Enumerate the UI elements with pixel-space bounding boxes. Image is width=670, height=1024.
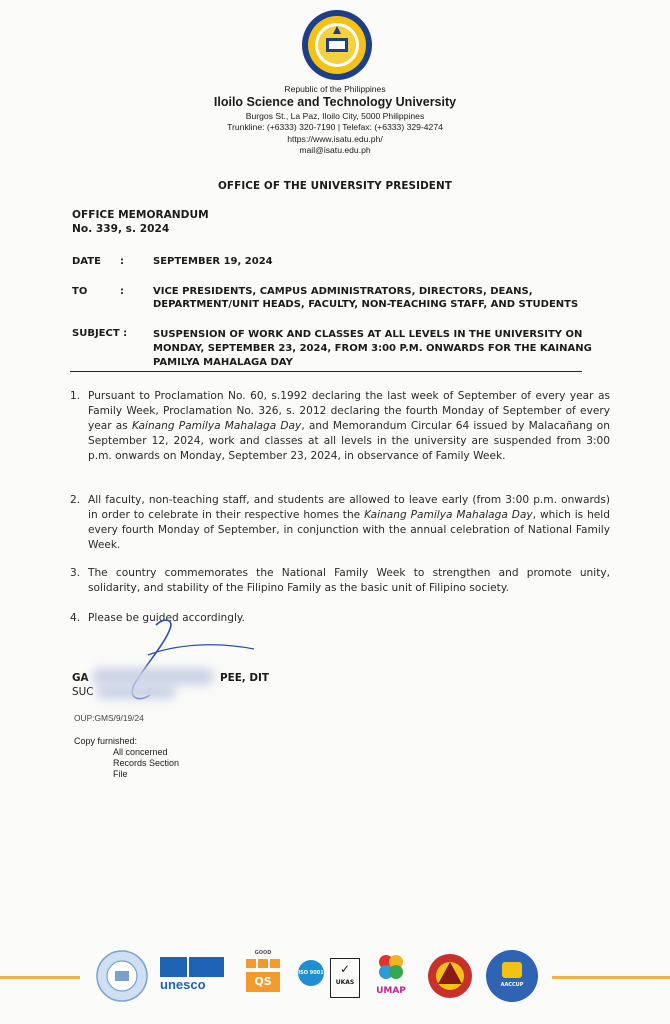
date-label: DATE <box>72 256 101 267</box>
unesco-logo: unesco <box>160 957 224 1003</box>
university-seal-footer-logo <box>96 950 148 1002</box>
contact-line: Trunkline: (+6333) 320-7190 | Telefax: (+6333) 329-4274 <box>227 122 443 132</box>
event-name-italic: Kainang Pamilya Mahalaga Day <box>131 420 302 432</box>
paragraph-2: 2. All faculty, non-teaching staff, and students are allowed to leave early (from 3:00 p.m. onwards) in order to celebrate in their respective homes the Kainang Pamilya Mahalaga Day, which is held every fourth Monday of September, in conjunction with the annual celebration of National Family Week. <box>70 494 610 551</box>
university-seal-logo <box>300 8 374 82</box>
paragraph-1: 1. Pursuant to Proclamation No. 60, s.1992 declaring the last week of September of every year as Family Week, Proclamation No. 326, s. 2012 declaring the fourth Monday of September of every year as Kainang Pamilya Mahalaga Day, and Memorandum Circular 64 issued by Malacañang on September 12, 2024, work and classes at all levels in the university are suspended from 3:00 p.m. onwards on Monday, September 23, 2024, in observance of Family Week. <box>70 390 610 462</box>
to-line-2: DEPARTMENT/UNIT HEADS, FACULTY, NON-TEACHING STAFF, AND STUDENTS <box>153 299 579 310</box>
date-value: SEPTEMBER 19, 2024 <box>153 256 273 267</box>
to-line-1: VICE PRESIDENTS, CAMPUS ADMINISTRATORS, DIRECTORS, DEANS, <box>153 286 533 297</box>
paragraph-4: 4. Please be guided accordingly. <box>70 612 246 624</box>
aacccup-logo: AACCUP <box>486 950 538 1002</box>
copy-item: All concerned <box>113 747 168 757</box>
ukas-logo: ✓ UKAS <box>330 958 360 998</box>
republic-line: Republic of the Philippines <box>284 84 386 94</box>
subject-line-1: SUSPENSION OF WORK AND CLASSES AT ALL LEVELS IN THE UNIVERSITY ON <box>153 329 583 340</box>
iso-certification-logo: ISO 9001 <box>298 960 326 996</box>
email-link[interactable]: mail@isatu.edu.ph <box>299 145 371 155</box>
office-heading: OFFICE OF THE UNIVERSITY PRESIDENT <box>218 180 452 192</box>
subject-label: SUBJECT : <box>72 328 128 339</box>
paragraph-3: 3. The country commemorates the National Family Week to strengthen and promote unity, solidarity, and stability of the Filipino Family as the basic unit of Filipino society. <box>70 567 610 594</box>
subject-line-2: MONDAY, SEPTEMBER 23, 2024, FROM 3:00 P.M. ONWARDS FOR THE KAINANG <box>153 343 592 354</box>
engineering-gear-logo <box>424 950 476 1000</box>
to-label: TO <box>72 286 88 297</box>
signatory-title-start: SUC <box>72 686 94 698</box>
to-colon: : <box>120 286 124 297</box>
memo-number: No. 339, s. 2024 <box>72 223 170 235</box>
paragraph-number: 3. <box>70 567 81 579</box>
paragraph-number: 2. <box>70 494 81 506</box>
signatory-name-end: PEE, DIT <box>220 672 269 684</box>
memo-title: OFFICE MEMORANDUM <box>72 209 209 221</box>
footer-accent-line-left <box>0 976 80 979</box>
footer-accent-line-right <box>552 976 670 979</box>
address-line: Burgos St., La Paz, Iloilo City, 5000 Philippines <box>245 111 425 121</box>
reference-code: OUP:GMS/9/19/24 <box>74 713 144 723</box>
subject-line-3: PAMILYA MAHALAGA DAY <box>153 357 293 368</box>
copy-item: File <box>113 769 128 779</box>
date-colon: : <box>120 256 124 267</box>
copy-furnished-label: Copy furnished: <box>74 736 138 746</box>
event-name-italic: Kainang Pamilya Mahalaga Day <box>364 509 533 521</box>
copy-item: Records Section <box>113 758 180 768</box>
paragraph-number: 1. <box>70 390 81 402</box>
umap-logo: UMAP <box>372 952 410 1000</box>
signatory-name-start: GA <box>72 672 89 684</box>
redacted-title <box>96 684 176 699</box>
paragraph-number: 4. <box>70 612 81 624</box>
redacted-name <box>92 668 214 685</box>
subject-divider <box>70 371 582 372</box>
website-link[interactable]: https://www.isatu.edu.ph/ <box>287 134 383 144</box>
university-name: Iloilo Science and Technology University <box>213 95 457 109</box>
qs-stars-logo: GOOD QS <box>246 950 280 1002</box>
